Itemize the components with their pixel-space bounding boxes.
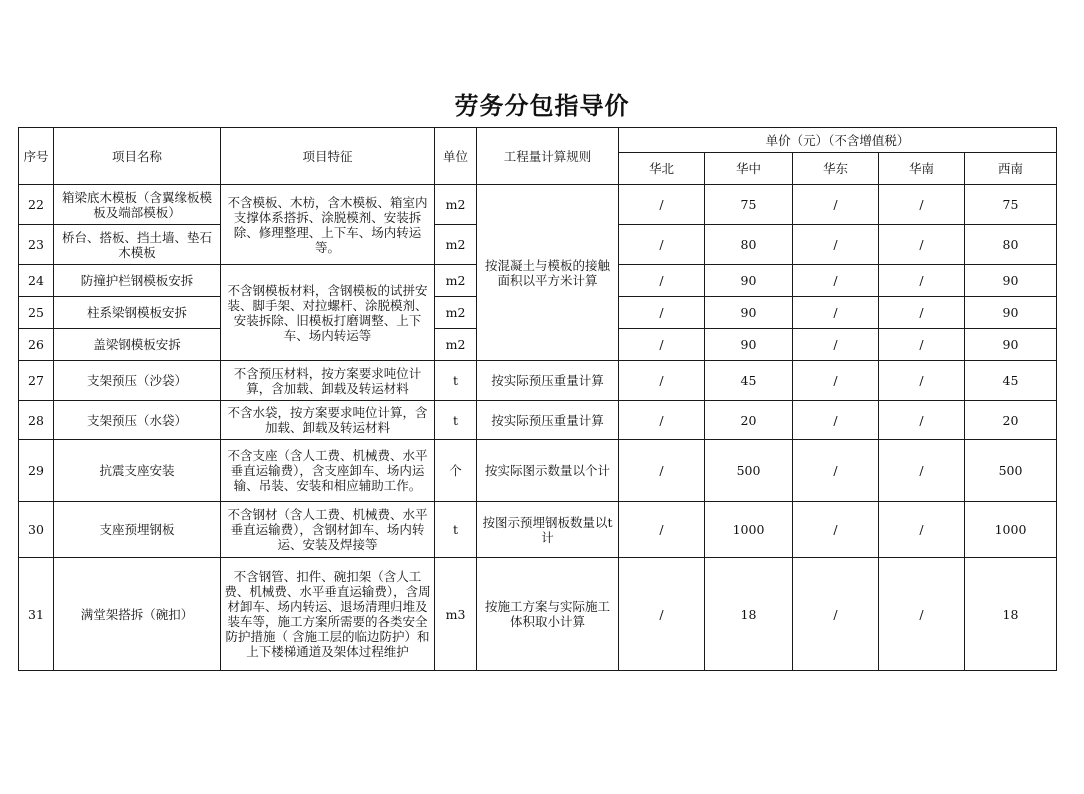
- cell-seq: 29: [19, 440, 54, 502]
- cell-price: 500: [705, 440, 793, 502]
- header-unit: 单位: [435, 128, 477, 185]
- cell-price: /: [879, 225, 965, 265]
- cell-name: 柱系梁钢模板安拆: [54, 297, 221, 329]
- header-price-group: 单价（元）（不含增值税）: [619, 128, 1057, 153]
- cell-price: 90: [705, 265, 793, 297]
- cell-price: /: [793, 361, 879, 401]
- page-title: 劳务分包指导价: [454, 92, 630, 120]
- cell-feature: 不含钢材（含人工费、机械费、水平垂直运输费），含钢材卸车、场内转运、安装及焊接等: [221, 502, 435, 558]
- header-seq: 序号: [19, 128, 54, 185]
- cell-rule: 按混凝土与模板的接触面积以平方米计算: [477, 185, 619, 361]
- cell-price: /: [619, 401, 705, 440]
- cell-rule: 按实际图示数量以个计: [477, 440, 619, 502]
- cell-price: /: [879, 401, 965, 440]
- cell-seq: 22: [19, 185, 54, 225]
- header-region: 西南: [965, 153, 1057, 185]
- cell-unit: m2: [435, 185, 477, 225]
- cell-feature: 不含支座（含人工费、机械费、水平垂直运输费），含支座卸车、场内运输、吊装、安装和相应辅助工作。: [221, 440, 435, 502]
- cell-price: 80: [705, 225, 793, 265]
- cell-rule: 按图示预埋钢板数量以t计: [477, 502, 619, 558]
- cell-price: /: [793, 185, 879, 225]
- cell-seq: 31: [19, 558, 54, 671]
- cell-price: /: [879, 185, 965, 225]
- cell-seq: 27: [19, 361, 54, 401]
- cell-price: 18: [965, 558, 1057, 671]
- cell-price: /: [879, 361, 965, 401]
- cell-price: /: [619, 558, 705, 671]
- table-row: [19, 502, 1057, 558]
- cell-price: /: [793, 265, 879, 297]
- cell-unit: m2: [435, 297, 477, 329]
- cell-price: /: [793, 329, 879, 361]
- cell-unit: m3: [435, 558, 477, 671]
- cell-price: /: [619, 502, 705, 558]
- cell-price: /: [619, 185, 705, 225]
- table-row: [19, 558, 1057, 671]
- cell-price: 75: [965, 185, 1057, 225]
- cell-price: /: [879, 502, 965, 558]
- cell-price: /: [793, 401, 879, 440]
- cell-price: /: [879, 329, 965, 361]
- cell-price: /: [619, 361, 705, 401]
- cell-seq: 26: [19, 329, 54, 361]
- cell-name: 支座预埋钢板: [54, 502, 221, 558]
- header-region: 华中: [705, 153, 793, 185]
- cell-price: 1000: [965, 502, 1057, 558]
- cell-price: /: [879, 265, 965, 297]
- cell-feature: 不含模板、木枋，含木模板、箱室内支撑体系搭拆、涂脱模剂、安装拆除、修理整理、上下车、场内转运等。: [221, 185, 435, 265]
- cell-price: 45: [965, 361, 1057, 401]
- cell-name: 满堂架搭拆（碗扣）: [54, 558, 221, 671]
- header-region: 华北: [619, 153, 705, 185]
- cell-price: /: [619, 265, 705, 297]
- cell-price: 1000: [705, 502, 793, 558]
- table-row: [19, 185, 1057, 225]
- price-table: [18, 127, 1057, 671]
- cell-price: /: [793, 558, 879, 671]
- cell-price: /: [619, 225, 705, 265]
- cell-rule: 按施工方案与实际施工体积取小计算: [477, 558, 619, 671]
- cell-unit: 个: [435, 440, 477, 502]
- cell-seq: 30: [19, 502, 54, 558]
- cell-price: /: [879, 297, 965, 329]
- cell-price: /: [793, 225, 879, 265]
- cell-name: 支架预压（沙袋）: [54, 361, 221, 401]
- cell-feature: 不含预压材料，按方案要求吨位计算，含加载、卸载及转运材料: [221, 361, 435, 401]
- cell-name: 箱梁底木模板（含翼缘板模板及端部模板）: [54, 185, 221, 225]
- cell-unit: m2: [435, 329, 477, 361]
- cell-price: 90: [965, 329, 1057, 361]
- cell-price: 45: [705, 361, 793, 401]
- cell-seq: 23: [19, 225, 54, 265]
- cell-seq: 25: [19, 297, 54, 329]
- cell-price: 80: [965, 225, 1057, 265]
- cell-price: /: [793, 297, 879, 329]
- cell-price: /: [619, 440, 705, 502]
- cell-name: 抗震支座安装: [54, 440, 221, 502]
- cell-seq: 28: [19, 401, 54, 440]
- cell-price: 90: [965, 265, 1057, 297]
- cell-price: /: [793, 440, 879, 502]
- cell-name: 防撞护栏钢模板安拆: [54, 265, 221, 297]
- cell-price: 90: [705, 329, 793, 361]
- cell-unit: t: [435, 361, 477, 401]
- table-row: [19, 440, 1057, 502]
- header-region: 华南: [879, 153, 965, 185]
- cell-feature: 不含钢模板材料，含钢模板的试拼安装、脚手架、对拉螺杆、涂脱模剂、安装拆除、旧模板打磨调整、上下车、场内转运等: [221, 265, 435, 361]
- cell-rule: 按实际预压重量计算: [477, 401, 619, 440]
- table-row: [19, 361, 1057, 401]
- cell-price: /: [619, 297, 705, 329]
- cell-price: 18: [705, 558, 793, 671]
- cell-price: 75: [705, 185, 793, 225]
- cell-feature: 不含水袋，按方案要求吨位计算，含加载、卸载及转运材料: [221, 401, 435, 440]
- header-region: 华东: [793, 153, 879, 185]
- cell-price: /: [879, 440, 965, 502]
- cell-price: 90: [965, 297, 1057, 329]
- cell-rule: 按实际预压重量计算: [477, 361, 619, 401]
- cell-name: 支架预压（水袋）: [54, 401, 221, 440]
- cell-price: /: [879, 558, 965, 671]
- cell-name: 桥台、搭板、挡土墙、垫石木模板: [54, 225, 221, 265]
- cell-unit: m2: [435, 225, 477, 265]
- header-row: [19, 128, 1057, 153]
- cell-price: /: [619, 329, 705, 361]
- header-name: 项目名称: [54, 128, 221, 185]
- cell-feature: 不含钢管、扣件、碗扣架（含人工费、机械费、水平垂直运输费），含周材卸车、场内转运、退场清理归堆及装车等，施工方案所需要的各类安全防护措施（ 含施工层的临边防护）和上下楼梯通道及架体过程维护: [221, 558, 435, 671]
- cell-unit: t: [435, 502, 477, 558]
- header-feature: 项目特征: [221, 128, 435, 185]
- cell-price: /: [793, 502, 879, 558]
- cell-price: 20: [965, 401, 1057, 440]
- cell-unit: m2: [435, 265, 477, 297]
- table-row: [19, 401, 1057, 440]
- cell-price: 20: [705, 401, 793, 440]
- header-rule: 工程量计算规则: [477, 128, 619, 185]
- cell-seq: 24: [19, 265, 54, 297]
- cell-unit: t: [435, 401, 477, 440]
- cell-price: 90: [705, 297, 793, 329]
- cell-price: 500: [965, 440, 1057, 502]
- cell-name: 盖梁钢模板安拆: [54, 329, 221, 361]
